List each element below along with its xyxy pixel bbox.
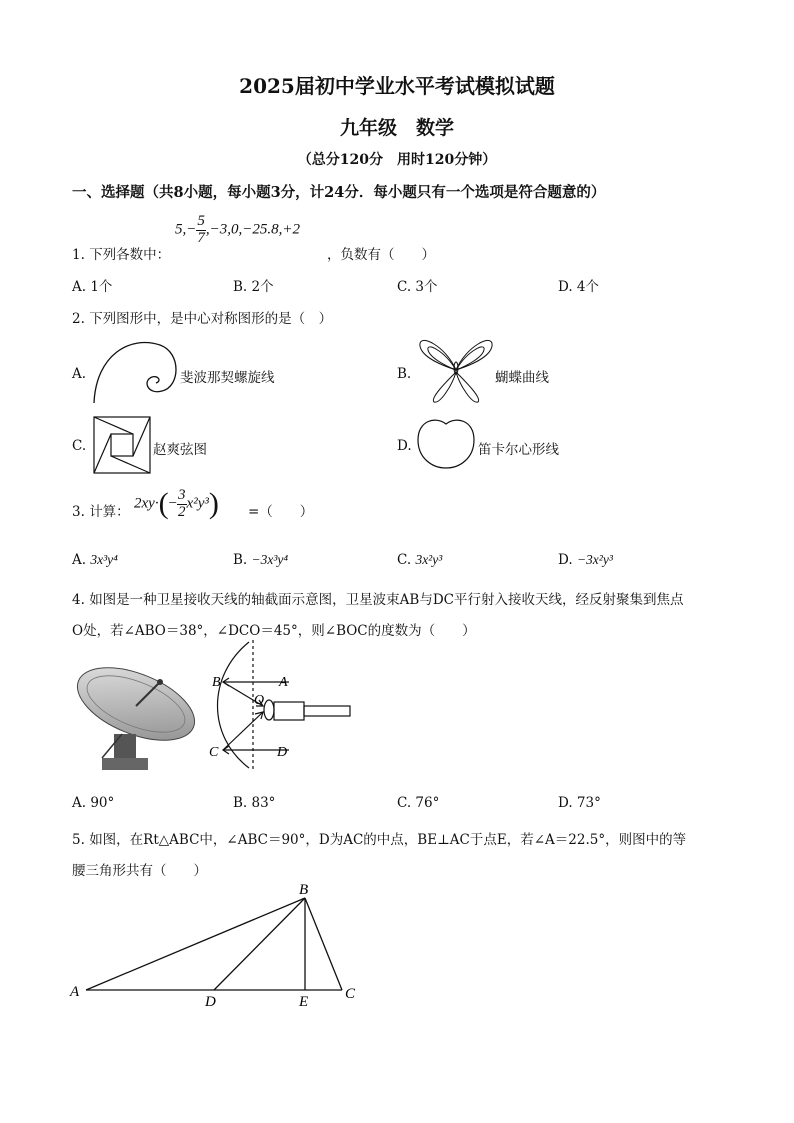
question-5-line2: 腰三角形共有（ ） <box>72 863 207 879</box>
option-c-caption: 赵爽弦图 <box>153 442 207 458</box>
option-b-letter[interactable]: B. <box>397 366 412 382</box>
question-2-stem <box>72 307 332 327</box>
page-title: 2025届初中学业水平考试模拟试题 <box>239 74 555 98</box>
numbers-post: ,−3,0,−25.8,+2 <box>205 221 300 238</box>
question-5-line1 <box>72 828 686 848</box>
option-letter: A. <box>72 552 87 568</box>
label-b: B <box>212 675 221 690</box>
label-c: C <box>345 986 356 1002</box>
zhao-shuang-diagram-icon <box>93 416 151 474</box>
option-c[interactable] <box>397 552 442 568</box>
option-letter: D. <box>558 552 573 568</box>
option-c-letter[interactable]: C. <box>72 438 87 454</box>
page-subtitle: 九年级 数学 <box>339 117 454 139</box>
question-number: 4. <box>72 592 85 608</box>
stem-text: 如图是一种卫星接收天线的轴截面示意图，卫星波束AB与DC平行射入接收天线，经反射聚集到焦点 <box>89 592 684 608</box>
option-letter: B. <box>233 552 248 568</box>
option-a-letter[interactable]: A. <box>72 366 87 382</box>
option-d[interactable]: D. 4个 <box>558 279 600 295</box>
option-d[interactable] <box>558 552 613 568</box>
left-paren: ( <box>158 487 169 520</box>
expr-b: x²y³ <box>186 495 209 512</box>
question-number: 3. <box>72 504 85 520</box>
butterfly-curve-icon <box>416 336 496 406</box>
minus-sign: − <box>168 495 178 512</box>
satellite-dish-photo-icon <box>72 664 202 774</box>
question-number: 1. <box>72 247 85 263</box>
option-c[interactable]: C. 3个 <box>397 279 438 295</box>
question-3-suffix: =（ ） <box>248 504 314 520</box>
stem-text: 计算： <box>89 504 130 520</box>
exam-info: （总分120分 用时120分钟） <box>297 152 497 168</box>
option-b[interactable]: B. 2个 <box>233 279 274 295</box>
denominator: 2 <box>178 503 186 520</box>
stem-text: 下列图形中，是中心对称图形的是（ ） <box>89 311 333 327</box>
question-number: 5. <box>72 832 85 848</box>
right-paren: ) <box>208 487 219 520</box>
option-expr: −3x³y⁴ <box>251 552 289 567</box>
numerator: 3 <box>178 486 186 503</box>
option-a[interactable]: A. 90° <box>72 795 115 811</box>
label-a: A <box>279 675 288 690</box>
triangle-abc-diagram <box>68 878 368 1010</box>
option-a-caption: 斐波那契螺旋线 <box>180 370 275 386</box>
option-d-caption: 笛卡尔心形线 <box>478 442 559 458</box>
option-b[interactable] <box>233 552 288 568</box>
question-3-stem <box>72 500 130 520</box>
expr-a: 2xy· <box>134 495 159 512</box>
label-d: D <box>277 745 288 760</box>
option-expr: −3x²y³ <box>576 552 613 567</box>
option-c[interactable]: C. 76° <box>397 795 440 811</box>
fibonacci-spiral-icon <box>90 335 182 405</box>
label-a: A <box>70 984 80 1000</box>
antenna-diagram-labels <box>205 640 355 770</box>
label-o: O <box>254 693 265 708</box>
option-a[interactable]: A. 1个 <box>72 279 113 295</box>
option-b-caption: 蝴蝶曲线 <box>495 370 549 386</box>
fraction <box>196 214 206 247</box>
option-letter: C. <box>397 552 412 568</box>
denominator: 7 <box>197 229 205 246</box>
numbers-pre: 5,− <box>175 221 197 238</box>
label-e: E <box>299 994 309 1010</box>
numerator: 5 <box>197 213 205 229</box>
question-1-suffix: ，负数有（ ） <box>327 247 435 263</box>
stem-text: 下列各数中： <box>89 247 171 263</box>
stem-text: 如图，在Rt△ABC中，∠ABC＝90°，D为AC的中点，BE⊥AC于点E，若∠A＝22.5°，则图中的等 <box>89 832 687 848</box>
option-expr: 3x²y³ <box>415 552 443 567</box>
question-number: 2. <box>72 311 85 327</box>
option-expr: 3x³y⁴ <box>90 552 118 567</box>
question-4-line2: O处，若∠ABO＝38°，∠DCO＝45°，则∠BOC的度数为（ ） <box>72 623 476 639</box>
question-1-numbers <box>175 214 300 247</box>
label-c: C <box>209 745 219 760</box>
cardioid-icon <box>416 416 476 470</box>
label-b: B <box>299 882 309 898</box>
question-3-expression <box>134 487 219 521</box>
fraction <box>177 488 187 521</box>
label-d: D <box>205 994 216 1010</box>
option-b[interactable]: B. 83° <box>233 795 276 811</box>
option-a[interactable] <box>72 552 118 568</box>
section-heading: 一、选择题（共8小题，每小题3分，计24分．每小题只有一个选项是符合题意的） <box>72 184 606 201</box>
option-d-letter[interactable]: D. <box>397 438 412 454</box>
question-1-stem <box>72 243 170 263</box>
question-4-line1 <box>72 588 684 608</box>
option-d[interactable]: D. 73° <box>558 795 601 811</box>
